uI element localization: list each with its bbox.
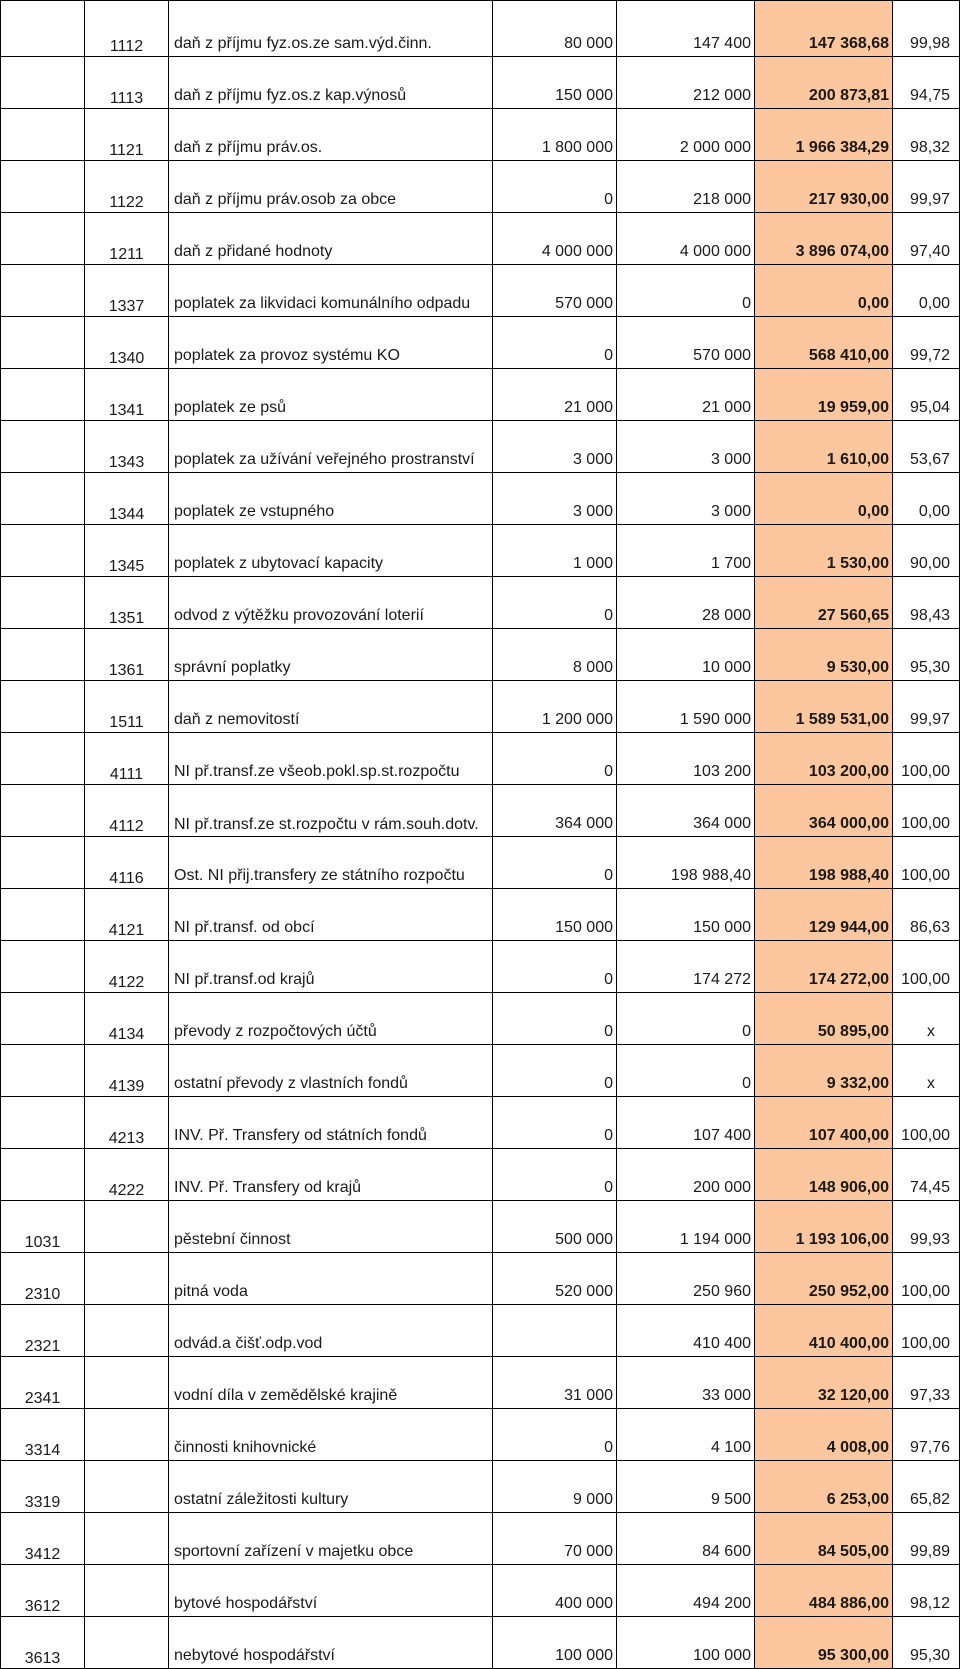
cell-percent: 97,33 bbox=[893, 1357, 960, 1409]
cell-approved-budget: 100 000 bbox=[493, 1617, 617, 1669]
cell-adjusted-budget: 150 000 bbox=[617, 889, 755, 941]
cell-paragraph bbox=[1, 57, 85, 109]
cell-paragraph bbox=[1, 1, 85, 57]
table-row bbox=[1, 941, 960, 993]
cell-item bbox=[85, 1409, 169, 1461]
cell-adjusted-budget: 174 272 bbox=[617, 941, 755, 993]
table-row bbox=[1, 525, 960, 577]
table-row bbox=[1, 577, 960, 629]
table-row bbox=[1, 317, 960, 369]
cell-approved-budget: 0 bbox=[493, 941, 617, 993]
cell-approved-budget: 0 bbox=[493, 161, 617, 213]
cell-item: 1122 bbox=[85, 161, 169, 213]
cell-percent: 86,63 bbox=[893, 889, 960, 941]
cell-paragraph bbox=[1, 265, 85, 317]
cell-item: 4122 bbox=[85, 941, 169, 993]
cell-percent: 99,97 bbox=[893, 681, 960, 733]
cell-adjusted-budget: 198 988,40 bbox=[617, 837, 755, 889]
cell-item: 4222 bbox=[85, 1149, 169, 1201]
cell-item bbox=[85, 1305, 169, 1357]
table-row bbox=[1, 1357, 960, 1409]
cell-percent: 100,00 bbox=[893, 941, 960, 993]
cell-item: 1361 bbox=[85, 629, 169, 681]
cell-actual: 9 530,00 bbox=[755, 629, 893, 681]
cell-description: daň z přidané hodnoty bbox=[169, 213, 493, 265]
cell-item: 1341 bbox=[85, 369, 169, 421]
cell-description: nebytové hospodářství bbox=[169, 1617, 493, 1669]
cell-paragraph bbox=[1, 993, 85, 1045]
cell-percent: 0,00 bbox=[893, 473, 960, 525]
cell-approved-budget: 9 000 bbox=[493, 1461, 617, 1513]
cell-approved-budget: 3 000 bbox=[493, 473, 617, 525]
cell-approved-budget: 400 000 bbox=[493, 1565, 617, 1617]
cell-item bbox=[85, 1357, 169, 1409]
cell-adjusted-budget: 3 000 bbox=[617, 421, 755, 473]
cell-approved-budget: 0 bbox=[493, 317, 617, 369]
cell-description: odvád.a čišť.odp.vod bbox=[169, 1305, 493, 1357]
table-row bbox=[1, 1253, 960, 1305]
cell-percent: 99,93 bbox=[893, 1201, 960, 1253]
cell-description: NI př.transf.ze st.rozpočtu v rám.souh.dotv. bbox=[169, 785, 493, 837]
cell-approved-budget: 80 000 bbox=[493, 1, 617, 57]
cell-item: 4213 bbox=[85, 1097, 169, 1149]
cell-percent: 100,00 bbox=[893, 837, 960, 889]
cell-percent: 97,40 bbox=[893, 213, 960, 265]
cell-approved-budget: 3 000 bbox=[493, 421, 617, 473]
cell-item: 1337 bbox=[85, 265, 169, 317]
cell-approved-budget: 4 000 000 bbox=[493, 213, 617, 265]
cell-item bbox=[85, 1461, 169, 1513]
cell-approved-budget: 8 000 bbox=[493, 629, 617, 681]
cell-adjusted-budget: 33 000 bbox=[617, 1357, 755, 1409]
cell-approved-budget: 0 bbox=[493, 733, 617, 785]
cell-actual: 568 410,00 bbox=[755, 317, 893, 369]
cell-item: 4121 bbox=[85, 889, 169, 941]
cell-description: NI př.transf.od krajů bbox=[169, 941, 493, 993]
cell-adjusted-budget: 9 500 bbox=[617, 1461, 755, 1513]
cell-percent: 99,97 bbox=[893, 161, 960, 213]
cell-adjusted-budget: 4 100 bbox=[617, 1409, 755, 1461]
cell-adjusted-budget: 0 bbox=[617, 1045, 755, 1097]
cell-actual: 0,00 bbox=[755, 473, 893, 525]
cell-paragraph bbox=[1, 733, 85, 785]
cell-description: ostatní záležitosti kultury bbox=[169, 1461, 493, 1513]
cell-adjusted-budget: 100 000 bbox=[617, 1617, 755, 1669]
cell-percent: x bbox=[893, 993, 960, 1045]
cell-percent: 100,00 bbox=[893, 1253, 960, 1305]
cell-approved-budget: 0 bbox=[493, 993, 617, 1045]
cell-paragraph bbox=[1, 681, 85, 733]
cell-paragraph: 3612 bbox=[1, 1565, 85, 1617]
cell-paragraph bbox=[1, 213, 85, 265]
cell-item: 4139 bbox=[85, 1045, 169, 1097]
cell-description: pitná voda bbox=[169, 1253, 493, 1305]
cell-item bbox=[85, 1565, 169, 1617]
cell-adjusted-budget: 3 000 bbox=[617, 473, 755, 525]
cell-description: činnosti knihovnické bbox=[169, 1409, 493, 1461]
cell-percent: 99,72 bbox=[893, 317, 960, 369]
cell-paragraph bbox=[1, 473, 85, 525]
cell-item: 4134 bbox=[85, 993, 169, 1045]
table-row bbox=[1, 837, 960, 889]
cell-description: poplatek za provoz systému KO bbox=[169, 317, 493, 369]
cell-description: Ost. NI přij.transfery ze státního rozpočtu bbox=[169, 837, 493, 889]
cell-paragraph bbox=[1, 629, 85, 681]
cell-actual: 217 930,00 bbox=[755, 161, 893, 213]
cell-paragraph bbox=[1, 109, 85, 161]
cell-percent: 94,75 bbox=[893, 57, 960, 109]
cell-adjusted-budget: 212 000 bbox=[617, 57, 755, 109]
table-row bbox=[1, 1, 960, 57]
table-row bbox=[1, 1305, 960, 1357]
cell-paragraph bbox=[1, 577, 85, 629]
cell-actual: 6 253,00 bbox=[755, 1461, 893, 1513]
table-row bbox=[1, 1461, 960, 1513]
cell-paragraph: 3314 bbox=[1, 1409, 85, 1461]
cell-actual: 0,00 bbox=[755, 265, 893, 317]
cell-actual: 1 530,00 bbox=[755, 525, 893, 577]
cell-percent: 53,67 bbox=[893, 421, 960, 473]
cell-adjusted-budget: 494 200 bbox=[617, 1565, 755, 1617]
cell-percent: 99,98 bbox=[893, 1, 960, 57]
cell-adjusted-budget: 410 400 bbox=[617, 1305, 755, 1357]
cell-adjusted-budget: 1 700 bbox=[617, 525, 755, 577]
cell-item: 1343 bbox=[85, 421, 169, 473]
cell-adjusted-budget: 218 000 bbox=[617, 161, 755, 213]
cell-description: bytové hospodářství bbox=[169, 1565, 493, 1617]
cell-paragraph bbox=[1, 1045, 85, 1097]
table-row bbox=[1, 161, 960, 213]
cell-item: 4111 bbox=[85, 733, 169, 785]
cell-paragraph: 3412 bbox=[1, 1513, 85, 1565]
cell-actual: 84 505,00 bbox=[755, 1513, 893, 1565]
cell-percent: 100,00 bbox=[893, 733, 960, 785]
cell-percent: 90,00 bbox=[893, 525, 960, 577]
cell-paragraph: 2310 bbox=[1, 1253, 85, 1305]
cell-adjusted-budget: 0 bbox=[617, 993, 755, 1045]
table-row bbox=[1, 369, 960, 421]
cell-actual: 50 895,00 bbox=[755, 993, 893, 1045]
cell-description: ostatní převody z vlastních fondů bbox=[169, 1045, 493, 1097]
cell-description: INV. Př. Transfery od krajů bbox=[169, 1149, 493, 1201]
cell-description: daň z nemovitostí bbox=[169, 681, 493, 733]
table-row bbox=[1, 213, 960, 265]
table-row bbox=[1, 473, 960, 525]
cell-description: poplatek ze psů bbox=[169, 369, 493, 421]
cell-percent: 97,76 bbox=[893, 1409, 960, 1461]
cell-percent: 99,89 bbox=[893, 1513, 960, 1565]
cell-paragraph: 2321 bbox=[1, 1305, 85, 1357]
cell-adjusted-budget: 4 000 000 bbox=[617, 213, 755, 265]
cell-actual: 174 272,00 bbox=[755, 941, 893, 993]
cell-approved-budget: 0 bbox=[493, 1045, 617, 1097]
cell-approved-budget: 0 bbox=[493, 577, 617, 629]
table-row bbox=[1, 681, 960, 733]
cell-paragraph bbox=[1, 161, 85, 213]
table-row bbox=[1, 629, 960, 681]
cell-adjusted-budget: 250 960 bbox=[617, 1253, 755, 1305]
table-row bbox=[1, 1201, 960, 1253]
cell-item: 1511 bbox=[85, 681, 169, 733]
cell-approved-budget: 0 bbox=[493, 1149, 617, 1201]
table-row bbox=[1, 1149, 960, 1201]
cell-percent: 98,12 bbox=[893, 1565, 960, 1617]
cell-paragraph bbox=[1, 525, 85, 577]
cell-percent: 100,00 bbox=[893, 785, 960, 837]
cell-actual: 198 988,40 bbox=[755, 837, 893, 889]
table-row bbox=[1, 1045, 960, 1097]
cell-approved-budget: 364 000 bbox=[493, 785, 617, 837]
cell-adjusted-budget: 28 000 bbox=[617, 577, 755, 629]
cell-item: 1113 bbox=[85, 57, 169, 109]
cell-item: 1351 bbox=[85, 577, 169, 629]
cell-actual: 148 906,00 bbox=[755, 1149, 893, 1201]
cell-actual: 1 610,00 bbox=[755, 421, 893, 473]
cell-actual: 95 300,00 bbox=[755, 1617, 893, 1669]
cell-percent: 95,30 bbox=[893, 1617, 960, 1669]
cell-item: 1112 bbox=[85, 1, 169, 57]
cell-approved-budget: 500 000 bbox=[493, 1201, 617, 1253]
cell-adjusted-budget: 570 000 bbox=[617, 317, 755, 369]
cell-actual: 484 886,00 bbox=[755, 1565, 893, 1617]
cell-actual: 410 400,00 bbox=[755, 1305, 893, 1357]
cell-adjusted-budget: 103 200 bbox=[617, 733, 755, 785]
budget-table-body bbox=[1, 1, 960, 1669]
cell-percent: 0,00 bbox=[893, 265, 960, 317]
cell-adjusted-budget: 1 590 000 bbox=[617, 681, 755, 733]
cell-adjusted-budget: 364 000 bbox=[617, 785, 755, 837]
cell-approved-budget: 150 000 bbox=[493, 57, 617, 109]
cell-percent: 98,43 bbox=[893, 577, 960, 629]
cell-description: poplatek z ubytovací kapacity bbox=[169, 525, 493, 577]
cell-actual: 103 200,00 bbox=[755, 733, 893, 785]
cell-actual: 107 400,00 bbox=[755, 1097, 893, 1149]
cell-percent: 95,04 bbox=[893, 369, 960, 421]
table-row bbox=[1, 733, 960, 785]
table-row bbox=[1, 889, 960, 941]
cell-approved-budget: 150 000 bbox=[493, 889, 617, 941]
cell-item: 1340 bbox=[85, 317, 169, 369]
cell-description: daň z příjmu fyz.os.ze sam.výd.činn. bbox=[169, 1, 493, 57]
cell-description: poplatek ze vstupného bbox=[169, 473, 493, 525]
cell-approved-budget: 31 000 bbox=[493, 1357, 617, 1409]
cell-approved-budget: 1 000 bbox=[493, 525, 617, 577]
cell-adjusted-budget: 84 600 bbox=[617, 1513, 755, 1565]
cell-actual: 3 896 074,00 bbox=[755, 213, 893, 265]
table-row bbox=[1, 109, 960, 161]
cell-percent: 95,30 bbox=[893, 629, 960, 681]
cell-description: převody z rozpočtových účtů bbox=[169, 993, 493, 1045]
cell-paragraph: 3319 bbox=[1, 1461, 85, 1513]
cell-actual: 32 120,00 bbox=[755, 1357, 893, 1409]
cell-paragraph bbox=[1, 889, 85, 941]
cell-item: 1344 bbox=[85, 473, 169, 525]
cell-paragraph bbox=[1, 369, 85, 421]
cell-paragraph: 2341 bbox=[1, 1357, 85, 1409]
cell-percent: 65,82 bbox=[893, 1461, 960, 1513]
cell-paragraph bbox=[1, 941, 85, 993]
cell-actual: 364 000,00 bbox=[755, 785, 893, 837]
cell-approved-budget: 0 bbox=[493, 837, 617, 889]
cell-description: daň z příjmu práv.osob za obce bbox=[169, 161, 493, 213]
cell-percent: x bbox=[893, 1045, 960, 1097]
cell-actual: 200 873,81 bbox=[755, 57, 893, 109]
cell-paragraph bbox=[1, 785, 85, 837]
cell-adjusted-budget: 1 194 000 bbox=[617, 1201, 755, 1253]
cell-approved-budget: 1 200 000 bbox=[493, 681, 617, 733]
cell-paragraph bbox=[1, 837, 85, 889]
cell-paragraph bbox=[1, 317, 85, 369]
cell-actual: 1 589 531,00 bbox=[755, 681, 893, 733]
cell-approved-budget: 570 000 bbox=[493, 265, 617, 317]
cell-adjusted-budget: 200 000 bbox=[617, 1149, 755, 1201]
cell-percent: 98,32 bbox=[893, 109, 960, 161]
cell-approved-budget bbox=[493, 1305, 617, 1357]
cell-description: NI př.transf. od obcí bbox=[169, 889, 493, 941]
cell-item: 1121 bbox=[85, 109, 169, 161]
table-row bbox=[1, 785, 960, 837]
cell-description: INV. Př. Transfery od státních fondů bbox=[169, 1097, 493, 1149]
cell-adjusted-budget: 21 000 bbox=[617, 369, 755, 421]
cell-approved-budget: 0 bbox=[493, 1097, 617, 1149]
cell-item bbox=[85, 1513, 169, 1565]
cell-paragraph bbox=[1, 1097, 85, 1149]
cell-item bbox=[85, 1617, 169, 1669]
cell-paragraph: 1031 bbox=[1, 1201, 85, 1253]
cell-actual: 250 952,00 bbox=[755, 1253, 893, 1305]
cell-approved-budget: 70 000 bbox=[493, 1513, 617, 1565]
table-row bbox=[1, 1617, 960, 1669]
cell-adjusted-budget: 2 000 000 bbox=[617, 109, 755, 161]
cell-description: správní poplatky bbox=[169, 629, 493, 681]
cell-item: 4112 bbox=[85, 785, 169, 837]
cell-adjusted-budget: 10 000 bbox=[617, 629, 755, 681]
cell-actual: 1 193 106,00 bbox=[755, 1201, 893, 1253]
cell-actual: 1 966 384,29 bbox=[755, 109, 893, 161]
cell-percent: 100,00 bbox=[893, 1097, 960, 1149]
cell-description: pěstební činnost bbox=[169, 1201, 493, 1253]
cell-description: odvod z výtěžku provozování loterií bbox=[169, 577, 493, 629]
table-row bbox=[1, 993, 960, 1045]
cell-paragraph bbox=[1, 421, 85, 473]
cell-percent: 74,45 bbox=[893, 1149, 960, 1201]
cell-item: 1345 bbox=[85, 525, 169, 577]
cell-adjusted-budget: 147 400 bbox=[617, 1, 755, 57]
cell-adjusted-budget: 107 400 bbox=[617, 1097, 755, 1149]
table-row bbox=[1, 265, 960, 317]
cell-description: daň z příjmu fyz.os.z kap.výnosů bbox=[169, 57, 493, 109]
cell-actual: 147 368,68 bbox=[755, 1, 893, 57]
cell-approved-budget: 520 000 bbox=[493, 1253, 617, 1305]
cell-description: poplatek za užívání veřejného prostranství bbox=[169, 421, 493, 473]
cell-actual: 4 008,00 bbox=[755, 1409, 893, 1461]
cell-item bbox=[85, 1253, 169, 1305]
cell-description: poplatek za likvidaci komunálního odpadu bbox=[169, 265, 493, 317]
cell-item: 4116 bbox=[85, 837, 169, 889]
cell-paragraph bbox=[1, 1149, 85, 1201]
cell-item: 1211 bbox=[85, 213, 169, 265]
cell-approved-budget: 0 bbox=[493, 1409, 617, 1461]
table-row bbox=[1, 1409, 960, 1461]
table-row bbox=[1, 57, 960, 109]
cell-approved-budget: 21 000 bbox=[493, 369, 617, 421]
cell-paragraph: 3613 bbox=[1, 1617, 85, 1669]
cell-description: sportovní zařízení v majetku obce bbox=[169, 1513, 493, 1565]
cell-actual: 129 944,00 bbox=[755, 889, 893, 941]
cell-adjusted-budget: 0 bbox=[617, 265, 755, 317]
cell-percent: 100,00 bbox=[893, 1305, 960, 1357]
cell-actual: 9 332,00 bbox=[755, 1045, 893, 1097]
cell-description: NI př.transf.ze všeob.pokl.sp.st.rozpočtu bbox=[169, 733, 493, 785]
cell-actual: 27 560,65 bbox=[755, 577, 893, 629]
cell-actual: 19 959,00 bbox=[755, 369, 893, 421]
cell-approved-budget: 1 800 000 bbox=[493, 109, 617, 161]
table-row bbox=[1, 1565, 960, 1617]
cell-item bbox=[85, 1201, 169, 1253]
cell-description: vodní díla v zemědělské krajině bbox=[169, 1357, 493, 1409]
table-row bbox=[1, 1097, 960, 1149]
table-row bbox=[1, 1513, 960, 1565]
cell-description: daň z příjmu práv.os. bbox=[169, 109, 493, 161]
table-row bbox=[1, 421, 960, 473]
